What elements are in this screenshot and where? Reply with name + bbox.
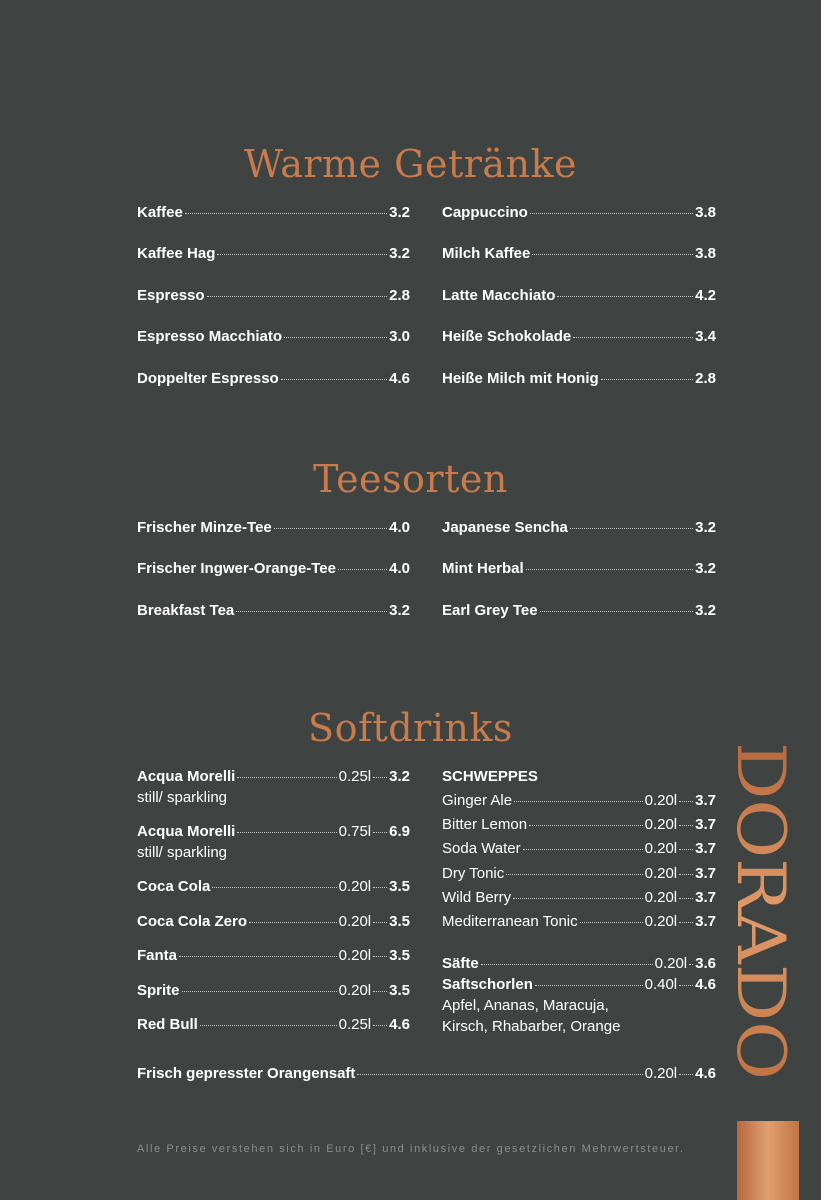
item-price: 3.2 — [389, 204, 410, 221]
leader-dots — [540, 611, 694, 612]
section-title-warme-getraenke: Warme Getränke — [243, 142, 578, 186]
item-price: 3.7 — [695, 913, 716, 930]
leader-dots — [530, 213, 693, 214]
item-price: 3.6 — [695, 955, 716, 972]
leader-dots — [506, 874, 642, 875]
menu-item — [137, 823, 410, 840]
leader-dots — [373, 1025, 387, 1026]
item-name: Frisch gepresster Orangensaft — [137, 1065, 356, 1082]
menu-item — [137, 768, 410, 785]
item-name: Saftschorlen — [442, 976, 533, 993]
leader-dots — [212, 887, 336, 888]
item-price: 2.8 — [389, 287, 410, 304]
item-price: 3.5 — [389, 947, 410, 964]
item-name: Cappuccino — [442, 204, 528, 221]
item-price: 4.6 — [695, 1065, 716, 1082]
item-price: 2.8 — [695, 370, 716, 387]
menu-item — [137, 245, 410, 262]
item-name: Japanese Sencha — [442, 519, 568, 536]
menu-item — [442, 976, 716, 993]
item-size: 0.40l — [644, 976, 678, 993]
item-price: 3.8 — [695, 245, 716, 262]
leader-dots — [513, 898, 642, 899]
item-price: 3.8 — [695, 204, 716, 221]
item-price: 3.2 — [389, 245, 410, 262]
item-size: 0.75l — [338, 823, 372, 840]
item-name: Ginger Ale — [442, 792, 513, 809]
leader-dots — [601, 379, 693, 380]
dorado-logo — [690, 740, 821, 1082]
menu-item — [442, 955, 716, 972]
leader-dots — [514, 801, 643, 802]
price-footnote: Alle Preise verstehen sich in Euro [€] und inklusive der gesetzlichen Mehrwertsteuer. — [137, 1143, 685, 1155]
item-description: Apfel, Ananas, Maracuja, — [442, 997, 609, 1014]
item-name: Earl Grey Tee — [442, 602, 538, 619]
leader-dots — [373, 991, 387, 992]
leader-dots — [535, 985, 643, 986]
menu-item — [442, 840, 716, 857]
leader-dots — [207, 296, 388, 297]
leader-dots — [200, 1025, 337, 1026]
leader-dots — [573, 337, 693, 338]
item-name: Red Bull — [137, 1016, 198, 1033]
menu-item — [137, 519, 410, 536]
leader-dots — [217, 254, 387, 255]
leader-dots — [570, 528, 693, 529]
item-name: Soda Water — [442, 840, 521, 857]
menu-item — [137, 913, 410, 930]
schweppes-heading: SCHWEPPES — [442, 768, 538, 785]
copper-accent-bar — [737, 1121, 799, 1200]
menu-item — [442, 602, 716, 619]
item-description: still/ sparkling — [137, 789, 228, 806]
item-price: 3.7 — [695, 816, 716, 833]
item-name: Doppelter Espresso — [137, 370, 279, 387]
leader-dots — [373, 832, 387, 833]
item-price: 3.2 — [389, 768, 410, 785]
item-name: Mediterranean Tonic — [442, 913, 578, 930]
menu-item — [137, 602, 410, 619]
item-description: Kirsch, Rhabarber, Orange — [442, 1018, 621, 1035]
menu-item — [137, 1065, 716, 1082]
item-name: Dry Tonic — [442, 865, 505, 882]
leader-dots — [357, 1074, 642, 1075]
item-name: Acqua Morelli — [137, 768, 236, 785]
menu-item — [442, 792, 716, 809]
menu-item — [137, 878, 410, 895]
item-name: Acqua Morelli — [137, 823, 236, 840]
menu-item — [137, 287, 410, 304]
section-title-teesorten: Teesorten — [313, 457, 508, 501]
leader-dots — [274, 528, 387, 529]
menu-item — [137, 204, 410, 221]
item-size: 0.20l — [644, 1065, 678, 1082]
leader-dots — [249, 922, 337, 923]
item-name: Säfte — [442, 955, 479, 972]
item-description: still/ sparkling — [137, 844, 228, 861]
menu-item — [442, 370, 716, 387]
item-price: 4.6 — [389, 370, 410, 387]
item-price: 3.5 — [389, 878, 410, 895]
menu-item — [442, 560, 716, 577]
item-name: Bitter Lemon — [442, 816, 528, 833]
leader-dots — [580, 922, 643, 923]
leader-dots — [557, 296, 693, 297]
item-price: 3.0 — [389, 328, 410, 345]
item-size: 0.20l — [338, 878, 372, 895]
item-name: Latte Macchiato — [442, 287, 556, 304]
item-size: 0.20l — [644, 865, 678, 882]
menu-item — [137, 328, 410, 345]
leader-dots — [532, 254, 693, 255]
leader-dots — [237, 832, 336, 833]
item-price: 3.2 — [695, 560, 716, 577]
item-price: 6.9 — [389, 823, 410, 840]
leader-dots — [237, 777, 336, 778]
leader-dots — [185, 213, 387, 214]
item-size: 0.20l — [644, 889, 678, 906]
leader-dots — [182, 991, 337, 992]
leader-dots — [338, 569, 387, 570]
menu-item — [137, 560, 410, 577]
leader-dots — [373, 956, 387, 957]
item-name: Espresso Macchiato — [137, 328, 283, 345]
item-name: Frischer Minze-Tee — [137, 519, 272, 536]
leader-dots — [373, 887, 387, 888]
menu-item — [137, 370, 410, 387]
item-price: 3.5 — [389, 982, 410, 999]
item-price: 4.0 — [389, 519, 410, 536]
menu-item — [442, 204, 716, 221]
item-name: Sprite — [137, 982, 180, 999]
item-name: Milch Kaffee — [442, 245, 531, 262]
item-name: Espresso — [137, 287, 205, 304]
item-size: 0.20l — [338, 982, 372, 999]
item-size: 0.20l — [338, 947, 372, 964]
item-size: 0.20l — [644, 840, 678, 857]
section-title-softdrinks: Softdrinks — [308, 706, 513, 750]
item-price: 3.7 — [695, 889, 716, 906]
item-size: 0.20l — [644, 792, 678, 809]
item-price: 3.5 — [389, 913, 410, 930]
item-price: 4.0 — [389, 560, 410, 577]
menu-item — [442, 328, 716, 345]
item-name: Heiße Schokolade — [442, 328, 572, 345]
menu-item — [442, 245, 716, 262]
leader-dots — [481, 964, 653, 965]
leader-dots — [284, 337, 387, 338]
item-size: 0.25l — [338, 768, 372, 785]
item-size: 0.20l — [644, 816, 678, 833]
leader-dots — [179, 956, 337, 957]
leader-dots — [529, 825, 643, 826]
item-price: 3.7 — [695, 865, 716, 882]
menu-item — [442, 865, 716, 882]
item-size: 0.25l — [338, 1016, 372, 1033]
menu-item — [137, 947, 410, 964]
menu-item — [137, 1016, 410, 1033]
item-name: Coca Cola — [137, 878, 211, 895]
menu-item — [442, 287, 716, 304]
item-name: Heiße Milch mit Honig — [442, 370, 599, 387]
item-price: 3.7 — [695, 792, 716, 809]
item-name: Fanta — [137, 947, 178, 964]
brand-wordmark: DORADO — [722, 742, 799, 1054]
leader-dots — [373, 922, 387, 923]
item-price: 3.7 — [695, 840, 716, 857]
leader-dots — [281, 379, 387, 380]
item-name: Breakfast Tea — [137, 602, 235, 619]
menu-item — [442, 889, 716, 906]
item-price: 3.4 — [695, 328, 716, 345]
menu-item — [442, 519, 716, 536]
item-price: 3.2 — [695, 602, 716, 619]
item-name: Frischer Ingwer-Orange-Tee — [137, 560, 336, 577]
item-price: 4.6 — [695, 976, 716, 993]
leader-dots — [373, 777, 387, 778]
item-name: Kaffee Hag — [137, 245, 216, 262]
menu-item — [137, 982, 410, 999]
item-size: 0.20l — [338, 913, 372, 930]
menu-item — [442, 913, 716, 930]
leader-dots — [523, 849, 643, 850]
leader-dots — [526, 569, 693, 570]
item-size: 0.20l — [644, 913, 678, 930]
item-name: Kaffee — [137, 204, 183, 221]
item-price: 4.2 — [695, 287, 716, 304]
menu-item — [442, 816, 716, 833]
item-name: Coca Cola Zero — [137, 913, 248, 930]
item-price: 3.2 — [389, 602, 410, 619]
leader-dots — [236, 611, 387, 612]
item-name: Wild Berry — [442, 889, 512, 906]
item-price: 4.6 — [389, 1016, 410, 1033]
item-size: 0.20l — [654, 955, 688, 972]
item-price: 3.2 — [695, 519, 716, 536]
item-name: Mint Herbal — [442, 560, 524, 577]
